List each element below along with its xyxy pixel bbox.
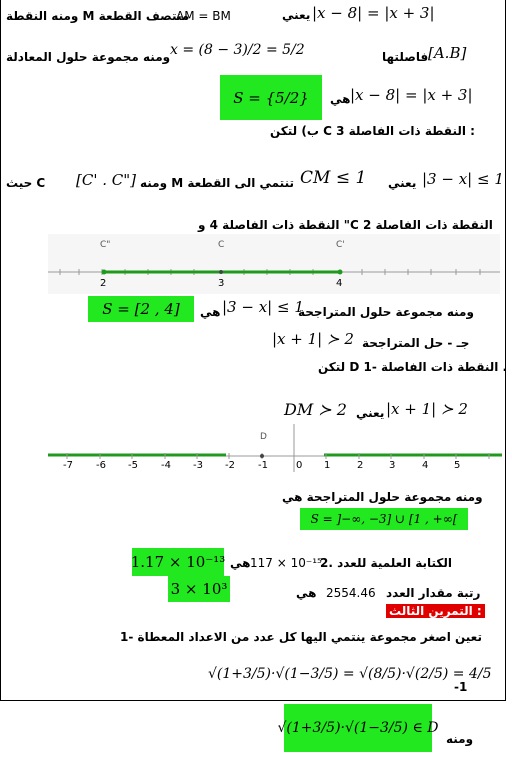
point-c-double-prime: C" bbox=[100, 240, 111, 250]
axis2-label: -6 bbox=[96, 460, 106, 471]
abs-inequality-3: |x + 1| ≻ 2 bbox=[272, 330, 354, 348]
number-2554: 2554.46 bbox=[326, 586, 376, 600]
text-means-2: يعني bbox=[388, 176, 417, 190]
solution-set-3: S = ]−∞, −3] ∪ [1 , +∞[ bbox=[300, 508, 468, 530]
axis2-label: -1 bbox=[258, 460, 268, 471]
abs-inequality-4: |x + 1| ≻ 2 bbox=[386, 400, 468, 418]
point-c-definition: ب) لتكن C النقطة ذات الفاصلة 3 : bbox=[270, 124, 475, 138]
magnitude-result: 3 × 10³ bbox=[168, 576, 230, 602]
sqrt-expression: √(1+3/5)·√(1−3/5) = √(8/5)·√(2/5) = 4/5 bbox=[208, 666, 492, 682]
therefore-text: ومنه bbox=[446, 732, 474, 746]
abs-inequality-2: |3 − x| ≤ 1 bbox=[222, 298, 304, 316]
abs-inequality-1: |3 − x| ≤ 1 bbox=[422, 170, 504, 188]
axis2-label: 4 bbox=[422, 460, 429, 471]
midpoint-statement: ومنه النقطة M منتصف القطعة bbox=[6, 9, 190, 23]
segment-c-prime: [C' . C"] bbox=[76, 171, 136, 189]
point-d-definition: لتكن D النقطة ذات الفاصلة -1 . bbox=[318, 360, 508, 374]
number-line-1 bbox=[48, 234, 500, 294]
point-c-prime: C' bbox=[336, 240, 345, 250]
text-means-1: يعني bbox=[282, 8, 311, 22]
axis2-label: -5 bbox=[128, 460, 138, 471]
cm-inequality: CM ≤ 1 bbox=[300, 168, 367, 188]
solution-set-label-2: ومنه مجموعة حلول المتراجحة bbox=[298, 305, 474, 319]
is-label-3: هي bbox=[230, 556, 251, 570]
axis2-label: -7 bbox=[63, 460, 73, 471]
axis2-label: 0 bbox=[296, 460, 303, 471]
axis2-label: -3 bbox=[193, 460, 203, 471]
abscissa-label: فاصلتها bbox=[382, 50, 429, 64]
is-label-4: هي bbox=[296, 586, 317, 600]
abs-equation-1: |x − 8| = |x + 3| bbox=[312, 4, 435, 22]
solution-set-label-3: ومنه مجموعة حلول المتراجحة هي bbox=[282, 490, 483, 504]
solution-set-1: S = {5/2} bbox=[220, 75, 322, 120]
points-c-definitions: النقطة ذات الفاصلة 4 و "C النقطة ذات الفاصلة 2 bbox=[198, 218, 493, 232]
where-c-text: حيث C bbox=[6, 176, 46, 190]
axis2-label: 1 bbox=[324, 460, 331, 471]
axis1-label-3: 3 bbox=[218, 278, 225, 289]
dm-inequality: DM ≻ 2 bbox=[284, 400, 347, 419]
scientific-notation-text: 2. الكتابة العلمية للعدد bbox=[320, 556, 453, 570]
exercise-three-title: التمرين الثالث : bbox=[386, 604, 485, 618]
question-1: 1- تعين اصغر مجموعة ينتمي اليها كل عدد من الاعداد المعطاة bbox=[120, 630, 482, 644]
axis2-label: -4 bbox=[161, 460, 171, 471]
axis2-label: -2 bbox=[225, 460, 235, 471]
number-line-1-graph bbox=[48, 234, 500, 294]
axis2-label: 5 bbox=[454, 460, 461, 471]
equal-distances: AM = BM bbox=[176, 9, 231, 23]
segment-ab: [A.B] bbox=[428, 44, 467, 62]
order-of-magnitude-text: رتبة مقدار العدد bbox=[386, 586, 481, 600]
solution-set-label-1: ومنه مجموعة حلول المعادلة bbox=[6, 50, 171, 64]
is-label-2: هي bbox=[200, 305, 221, 319]
item-index: -1 bbox=[454, 680, 468, 694]
point-c: C bbox=[218, 240, 225, 250]
solution-set-2: S = [2 , 4] bbox=[88, 296, 194, 322]
is-label-1: هي bbox=[330, 92, 351, 106]
m-in-segment-text: ومنه M تنتمي الى القطعة bbox=[140, 176, 294, 190]
x-value-equation: x = (8 − 3)/2 = 5/2 bbox=[170, 42, 305, 58]
axis1-label-4: 4 bbox=[336, 278, 343, 289]
axis1-label-2: 2 bbox=[100, 278, 107, 289]
axis2-label: 2 bbox=[357, 460, 364, 471]
solve-inequality-title: جـ - حل المتراجحة bbox=[362, 336, 470, 350]
abs-equation-2: |x − 8| = |x + 3| bbox=[350, 86, 473, 104]
axis2-labels bbox=[48, 460, 502, 474]
membership-result: √(1+3/5)·√(1−3/5) ∈ D bbox=[284, 704, 432, 752]
scientific-result: 1.17 × 10⁻¹³ bbox=[132, 548, 224, 576]
point-d-label: D bbox=[260, 432, 267, 442]
axis2-label: 3 bbox=[389, 460, 396, 471]
number-117: 117 × 10⁻¹⁵ bbox=[250, 556, 322, 570]
text-means-3: يعني bbox=[356, 406, 385, 420]
